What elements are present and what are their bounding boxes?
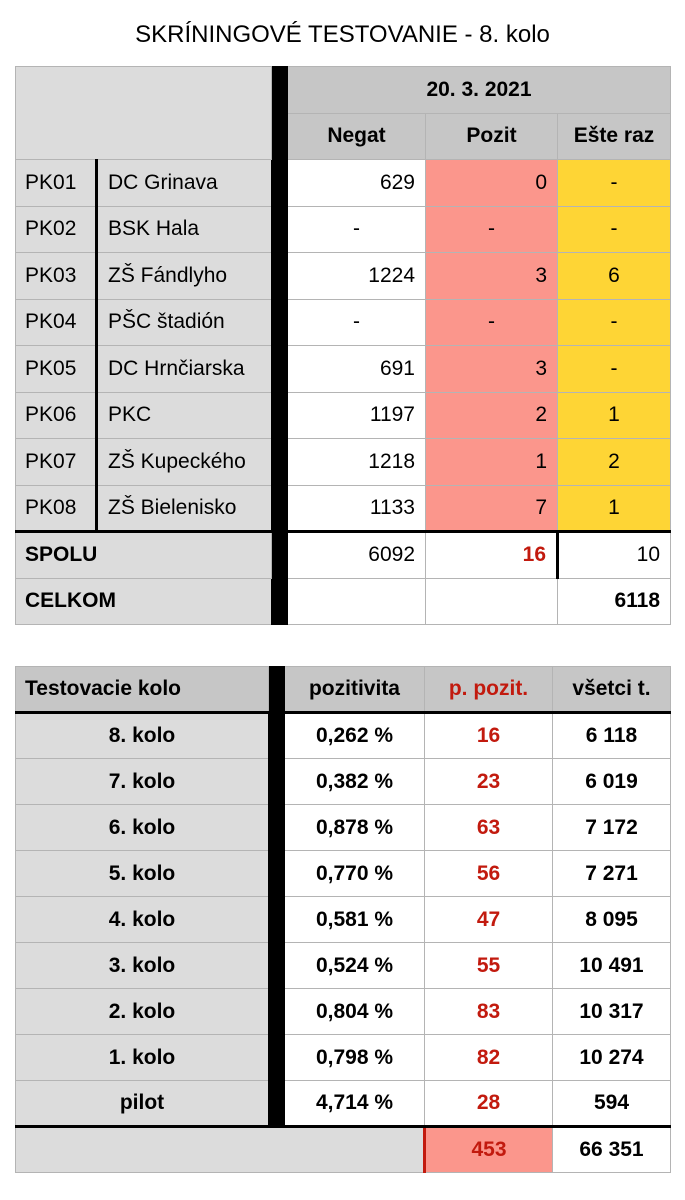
site-code: PK01 <box>16 160 97 207</box>
spolu-pozit: 16 <box>426 532 558 579</box>
tested-total: 7 172 <box>553 805 671 851</box>
site-name: ZŠ Kupeckého <box>97 439 272 486</box>
negat-value: 629 <box>288 160 426 207</box>
vertical-separator <box>272 532 288 625</box>
table-row <box>16 713 671 759</box>
positivity-value: 0,382 % <box>285 759 425 805</box>
col-header-pozitivita: pozitivita <box>285 667 425 713</box>
page-title: SKRÍNINGOVÉ TESTOVANIE - 8. kolo <box>135 21 550 48</box>
site-code: PK04 <box>16 299 97 346</box>
table-row <box>16 759 671 805</box>
celkom-row <box>16 578 671 625</box>
rounds-summary-table <box>15 666 671 1173</box>
celkom-value: 6118 <box>558 578 671 625</box>
positive-count: 23 <box>425 759 553 805</box>
site-code: PK08 <box>16 485 97 532</box>
este-value: - <box>558 160 671 207</box>
spolu-este: 10 <box>558 532 671 579</box>
total-positive: 453 <box>425 1127 553 1173</box>
pozit-value: 1 <box>426 439 558 486</box>
table-row <box>16 897 671 943</box>
este-value: - <box>558 299 671 346</box>
pozit-value: 0 <box>426 160 558 207</box>
este-value: - <box>558 346 671 393</box>
site-code: PK05 <box>16 346 97 393</box>
pozit-value: 3 <box>426 253 558 300</box>
table-row <box>16 346 671 393</box>
header-blank-cell <box>16 67 272 160</box>
table-row <box>16 299 671 346</box>
round-label: 7. kolo <box>16 759 269 805</box>
positivity-value: 0,878 % <box>285 805 425 851</box>
round-label: 2. kolo <box>16 989 269 1035</box>
spolu-negat: 6092 <box>288 532 426 579</box>
header-row <box>16 667 671 713</box>
table-row <box>16 989 671 1035</box>
negat-value: 1133 <box>288 485 426 532</box>
tested-total: 6 118 <box>553 713 671 759</box>
positive-count: 47 <box>425 897 553 943</box>
este-value: 1 <box>558 485 671 532</box>
col-header-este-raz: Ešte raz <box>558 113 671 160</box>
positive-count: 55 <box>425 943 553 989</box>
table-row <box>16 943 671 989</box>
site-name: ZŠ Fándlyho <box>97 253 272 300</box>
round-label: 1. kolo <box>16 1035 269 1081</box>
col-header-p-pozit: p. pozit. <box>425 667 553 713</box>
pozit-value: 7 <box>426 485 558 532</box>
positivity-value: 0,524 % <box>285 943 425 989</box>
pozit-value: - <box>426 206 558 253</box>
table-row <box>16 485 671 532</box>
positive-count: 28 <box>425 1081 553 1127</box>
site-name: PKC <box>97 392 272 439</box>
spolu-row <box>16 532 671 579</box>
tested-total: 10 317 <box>553 989 671 1035</box>
negat-value: - <box>288 299 426 346</box>
este-value: 2 <box>558 439 671 486</box>
pozit-value: 3 <box>426 346 558 393</box>
site-code: PK07 <box>16 439 97 486</box>
vertical-separator <box>269 667 285 1127</box>
tested-total: 10 491 <box>553 943 671 989</box>
col-header-vsetci: všetci t. <box>553 667 671 713</box>
round-label: pilot <box>16 1081 269 1127</box>
negat-value: 1197 <box>288 392 426 439</box>
site-name: ZŠ Bielenisko <box>97 485 272 532</box>
este-value: - <box>558 206 671 253</box>
spolu-label: SPOLU <box>16 532 272 579</box>
positivity-value: 0,798 % <box>285 1035 425 1081</box>
tested-total: 6 019 <box>553 759 671 805</box>
col-header-pozit: Pozit <box>426 113 558 160</box>
celkom-empty-cell <box>288 578 426 625</box>
positive-count: 16 <box>425 713 553 759</box>
positive-count: 82 <box>425 1035 553 1081</box>
table-row <box>16 392 671 439</box>
col-header-kolo: Testovacie kolo <box>16 667 269 713</box>
tested-total: 594 <box>553 1081 671 1127</box>
positivity-value: 0,804 % <box>285 989 425 1035</box>
round-label: 8. kolo <box>16 713 269 759</box>
positive-count: 56 <box>425 851 553 897</box>
negat-value: 1224 <box>288 253 426 300</box>
positive-count: 83 <box>425 989 553 1035</box>
positivity-value: 4,714 % <box>285 1081 425 1127</box>
table-row <box>16 439 671 486</box>
date-header-row <box>16 67 671 114</box>
table-row <box>16 253 671 300</box>
total-row <box>16 1127 671 1173</box>
positivity-value: 0,770 % <box>285 851 425 897</box>
negat-value: - <box>288 206 426 253</box>
este-value: 6 <box>558 253 671 300</box>
table-row <box>16 206 671 253</box>
celkom-label: CELKOM <box>16 578 272 625</box>
site-name: DC Grinava <box>97 160 272 207</box>
col-header-negat: Negat <box>288 113 426 160</box>
positive-count: 63 <box>425 805 553 851</box>
site-code: PK03 <box>16 253 97 300</box>
table-row <box>16 1035 671 1081</box>
tested-total: 7 271 <box>553 851 671 897</box>
table-row <box>16 1081 671 1127</box>
site-name: BSK Hala <box>97 206 272 253</box>
total-tested: 66 351 <box>553 1127 671 1173</box>
round-label: 5. kolo <box>16 851 269 897</box>
site-results-table <box>15 66 671 625</box>
site-name: PŠC štadión <box>97 299 272 346</box>
este-value: 1 <box>558 392 671 439</box>
positivity-value: 0,262 % <box>285 713 425 759</box>
pozit-value: 2 <box>426 392 558 439</box>
table-row <box>16 160 671 207</box>
date-header: 20. 3. 2021 <box>288 67 671 114</box>
table-row <box>16 805 671 851</box>
positivity-value: 0,581 % <box>285 897 425 943</box>
negat-value: 1218 <box>288 439 426 486</box>
negat-value: 691 <box>288 346 426 393</box>
round-label: 6. kolo <box>16 805 269 851</box>
round-label: 3. kolo <box>16 943 269 989</box>
tested-total: 10 274 <box>553 1035 671 1081</box>
site-code: PK06 <box>16 392 97 439</box>
vertical-separator <box>272 67 288 532</box>
tested-total: 8 095 <box>553 897 671 943</box>
pozit-value: - <box>426 299 558 346</box>
celkom-empty-cell <box>426 578 558 625</box>
site-code: PK02 <box>16 206 97 253</box>
site-name: DC Hrnčiarska <box>97 346 272 393</box>
round-label: 4. kolo <box>16 897 269 943</box>
table-row <box>16 851 671 897</box>
total-blank-cell <box>16 1127 425 1173</box>
